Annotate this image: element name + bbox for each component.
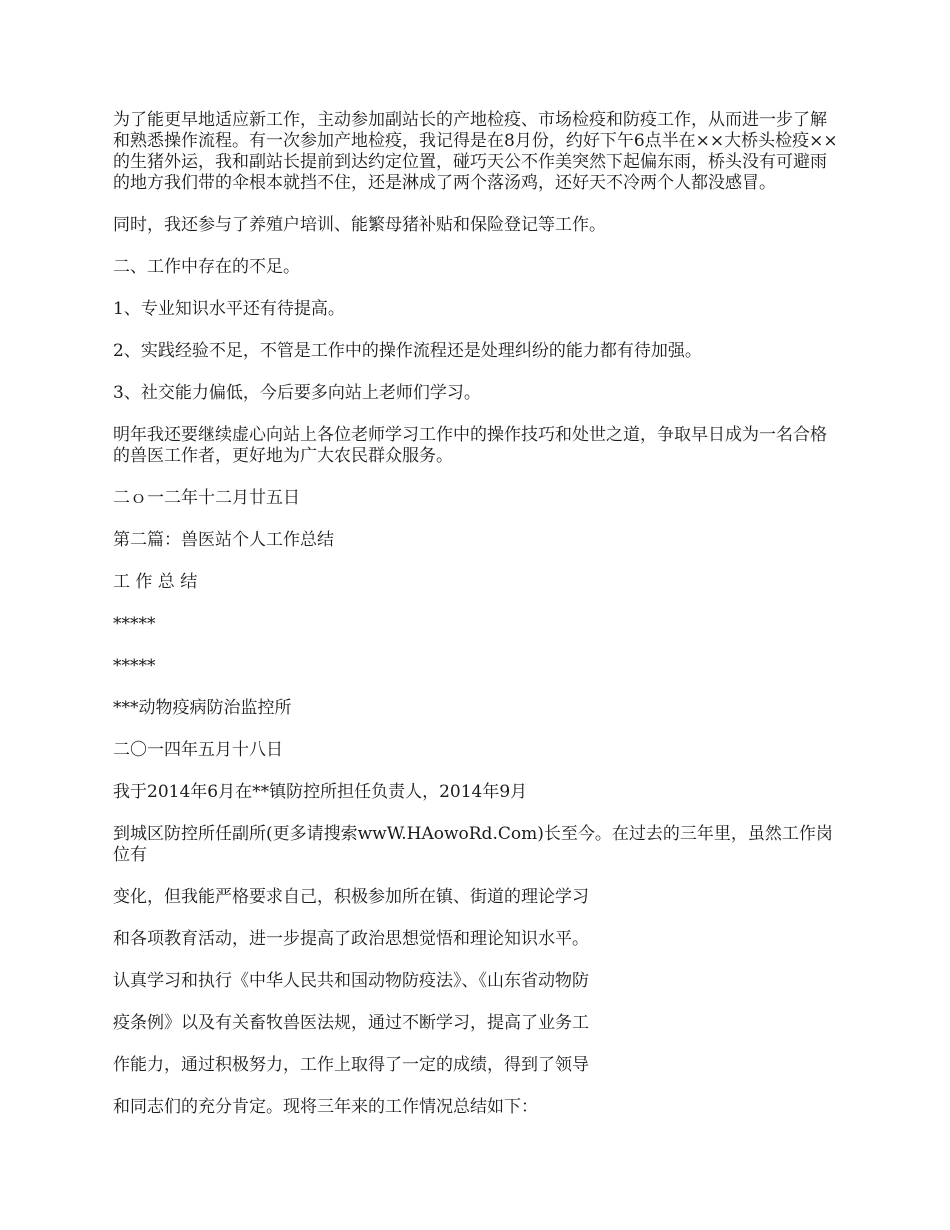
list-item-2: 2、实践经验不足，不管是工作中的操作流程还是处理纠纷的能力都有待加强。 xyxy=(113,341,702,361)
date-2012: 二ｏ一二年十二月廿五日 xyxy=(113,488,300,508)
body-line-2: 到城区防控所任副所(更多请搜索wwW.HAowoRd.Com)长至今。在过去的三年里，虽然工作岗位有 xyxy=(113,824,833,865)
list-item-3: 3、社交能力偏低，今后要多向站上老师们学习。 xyxy=(113,383,481,403)
paragraph-other-work: 同时，我还参与了养殖户培训、能繁母猪补贴和保险登记等工作。 xyxy=(113,215,606,235)
paragraph-fieldwork: 为了能更早地适应新工作，主动参加副站长的产地检疫、市场检疫和防疫工作，从而进一步了解和熟悉操作流程。有一次参加产地检疫，我记得是在8月份，约好下午6点半在××大桥头检疫××的生猪外运，我和副站长提前到达约定位置，碰巧天公不作美突然下起偏东雨，桥头没有可避雨的地方我们带的伞根本就挡不住，还是淋成了两个落汤鸡，还好天不冷两个人都没感冒。 xyxy=(113,110,838,193)
body-line-1: 我于2014年6月在**镇防控所担任负责人，2014年9月 xyxy=(113,782,528,802)
body-line-6: 疫条例》以及有关畜牧兽医法规，通过不断学习，提高了业务工 xyxy=(113,1013,589,1033)
redacted-line-1: ***** xyxy=(113,614,156,634)
body-line-7: 作能力，通过积极努力，工作上取得了一定的成绩，得到了领导 xyxy=(113,1055,589,1075)
report-title: 工 作 总 结 xyxy=(113,572,198,592)
section-heading-shortcomings: 二、工作中存在的不足。 xyxy=(113,257,300,277)
body-line-5: 认真学习和执行《中华人民共和国动物防疫法》、《山东省动物防 xyxy=(113,971,589,991)
body-line-3: 变化，但我能严格要求自己，积极参加所在镇、街道的理论学习 xyxy=(113,887,589,907)
article-title-second: 第二篇：兽医站个人工作总结 xyxy=(113,530,334,550)
body-line-8: 和同志们的充分肯定。现将三年来的工作情况总结如下： xyxy=(113,1097,538,1117)
list-item-1: 1、专业知识水平还有待提高。 xyxy=(113,299,345,319)
redacted-line-2: ***** xyxy=(113,656,156,676)
institution-name: ***动物疫病防治监控所 xyxy=(113,698,292,718)
body-line-4: 和各项教育活动，进一步提高了政治思想觉悟和理论知识水平。 xyxy=(113,929,589,949)
date-2014: 二〇一四年五月十八日 xyxy=(113,740,283,760)
paragraph-next-year: 明年我还要继续虚心向站上各位老师学习工作中的操作技巧和处世之道，争取早日成为一名合格的兽医工作者，更好地为广大农民群众服务。 xyxy=(113,425,827,466)
document-page xyxy=(113,110,841,1139)
